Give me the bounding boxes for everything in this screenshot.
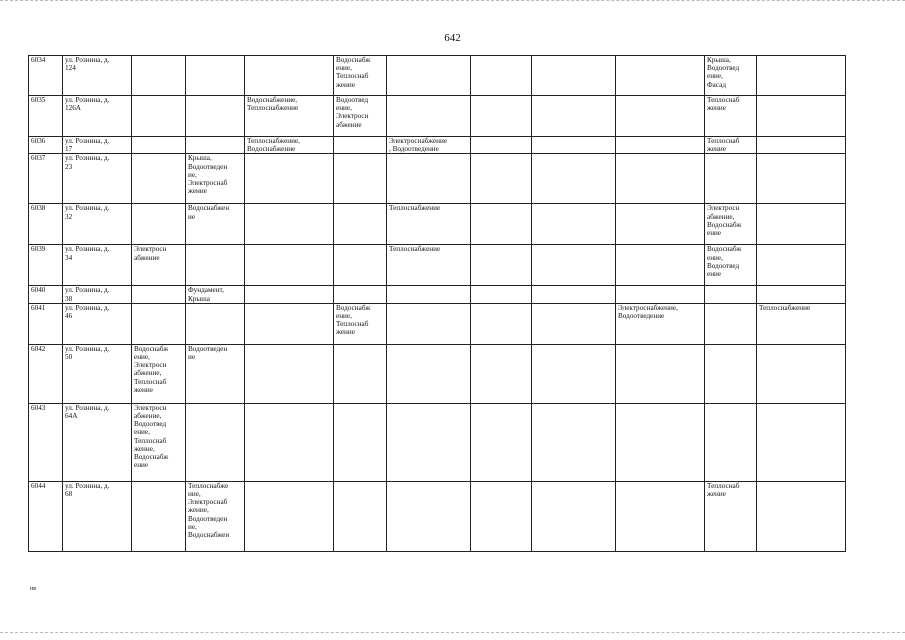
work-type-cell: Теплоснабжение, Водоснабжение xyxy=(245,137,334,154)
work-type-cell xyxy=(186,403,245,481)
work-type-cell xyxy=(387,303,471,344)
work-type-cell: Водоснабж ение, Водоотвед ение xyxy=(705,245,757,286)
work-type-cell xyxy=(532,56,616,96)
work-type-cell xyxy=(616,481,705,551)
work-type-cell xyxy=(616,344,705,403)
work-type-cell xyxy=(757,286,846,303)
work-type-cell xyxy=(334,286,387,303)
work-type-cell xyxy=(471,96,532,137)
work-type-cell xyxy=(387,96,471,137)
work-type-cell xyxy=(532,481,616,551)
work-type-cell: Водоснабж ение, Теплоснаб жение xyxy=(334,56,387,96)
work-type-cell xyxy=(532,403,616,481)
work-type-cell xyxy=(334,481,387,551)
address-cell: ул. Рознина, д. 46 xyxy=(63,303,132,344)
work-type-cell xyxy=(532,204,616,245)
work-type-cell xyxy=(532,245,616,286)
table-row xyxy=(29,403,846,481)
work-type-cell xyxy=(532,303,616,344)
work-type-cell: Теплоснабже ние, Электроснаб жение, Водоотведен ие, Водоснабжен xyxy=(186,481,245,551)
row-number-cell: 6044 xyxy=(29,481,63,551)
work-type-cell xyxy=(245,56,334,96)
work-type-cell: Электросн абжение, Водоотвед ение, Теплоснаб жение, Водоснабж ение xyxy=(132,403,186,481)
work-type-cell xyxy=(186,137,245,154)
work-type-cell xyxy=(245,204,334,245)
table-row xyxy=(29,286,846,303)
work-type-cell xyxy=(757,403,846,481)
table-row xyxy=(29,154,846,204)
work-type-cell xyxy=(705,303,757,344)
work-type-cell xyxy=(132,137,186,154)
row-number-cell: 6041 xyxy=(29,303,63,344)
row-number-cell: 6036 xyxy=(29,137,63,154)
work-type-cell xyxy=(387,403,471,481)
work-type-cell xyxy=(757,344,846,403)
work-type-cell xyxy=(705,286,757,303)
table-row xyxy=(29,303,846,344)
row-number-cell: 6040 xyxy=(29,286,63,303)
work-type-cell xyxy=(616,154,705,204)
work-type-cell xyxy=(245,286,334,303)
table-row xyxy=(29,137,846,154)
table-row xyxy=(29,96,846,137)
work-type-cell xyxy=(757,204,846,245)
work-type-cell: Теплоснабжение xyxy=(387,245,471,286)
work-type-cell xyxy=(757,245,846,286)
work-type-cell xyxy=(334,245,387,286)
scan-bottom-edge xyxy=(0,632,905,636)
work-type-cell: Водоснабж ение, Теплоснаб жение xyxy=(334,303,387,344)
row-number-cell: 6038 xyxy=(29,204,63,245)
page-number: 642 xyxy=(444,32,461,44)
work-type-cell xyxy=(334,154,387,204)
work-type-cell xyxy=(132,204,186,245)
work-type-cell xyxy=(132,154,186,204)
table-row xyxy=(29,481,846,551)
work-type-cell xyxy=(471,245,532,286)
work-type-cell: Водоотведен ие xyxy=(186,344,245,403)
footer-mark: нв xyxy=(30,586,37,592)
work-type-cell: Теплоснабжение xyxy=(757,303,846,344)
work-type-cell xyxy=(757,56,846,96)
address-cell: ул. Рознина, д. 32 xyxy=(63,204,132,245)
work-type-cell xyxy=(471,403,532,481)
work-type-cell xyxy=(616,204,705,245)
work-type-cell xyxy=(757,96,846,137)
work-type-cell xyxy=(471,204,532,245)
work-type-cell xyxy=(334,344,387,403)
work-type-cell xyxy=(132,56,186,96)
work-type-cell xyxy=(186,303,245,344)
work-type-cell: Теплоснаб жение xyxy=(705,96,757,137)
work-type-cell xyxy=(757,481,846,551)
work-type-cell xyxy=(757,154,846,204)
row-number-cell: 6042 xyxy=(29,344,63,403)
work-type-cell: Крыша, Водоотвед ение, Фасад xyxy=(705,56,757,96)
work-type-cell xyxy=(245,344,334,403)
work-type-cell xyxy=(471,56,532,96)
work-type-cell: Водоотвед ение, Электросн абжение xyxy=(334,96,387,137)
work-type-cell: Теплоснаб жение xyxy=(705,137,757,154)
work-type-cell xyxy=(616,56,705,96)
work-type-cell: Крыша, Водоотведен ие, Электроснаб жение xyxy=(186,154,245,204)
work-type-cell xyxy=(532,286,616,303)
work-type-cell xyxy=(132,481,186,551)
work-type-cell xyxy=(616,245,705,286)
work-type-cell xyxy=(245,481,334,551)
address-cell: ул. Рознина, д. 68 xyxy=(63,481,132,551)
work-type-cell xyxy=(616,96,705,137)
work-type-cell xyxy=(471,154,532,204)
work-type-cell xyxy=(387,344,471,403)
work-type-cell xyxy=(245,403,334,481)
table-row xyxy=(29,204,846,245)
works-schedule-table xyxy=(28,55,846,552)
work-type-cell: Водоснабжен ие xyxy=(186,204,245,245)
work-type-cell: Электросн абжение, Водоснабж ение xyxy=(705,204,757,245)
work-type-cell xyxy=(387,154,471,204)
address-cell: ул. Рознина, д. 34 xyxy=(63,245,132,286)
work-type-cell: Фундамент, Крыша xyxy=(186,286,245,303)
work-type-cell xyxy=(334,403,387,481)
work-type-cell xyxy=(705,154,757,204)
address-cell: ул. Рознина, д. 124 xyxy=(63,56,132,96)
address-cell: ул. Рознина, д. 38 xyxy=(63,286,132,303)
table-row xyxy=(29,344,846,403)
work-type-cell xyxy=(132,286,186,303)
work-type-cell xyxy=(186,96,245,137)
work-type-cell: Теплоснаб жение xyxy=(705,481,757,551)
work-type-cell xyxy=(132,96,186,137)
row-number-cell: 6035 xyxy=(29,96,63,137)
work-type-cell: Теплоснабжение xyxy=(387,204,471,245)
work-type-cell xyxy=(532,137,616,154)
row-number-cell: 6037 xyxy=(29,154,63,204)
row-number-cell: 6043 xyxy=(29,403,63,481)
work-type-cell xyxy=(245,154,334,204)
work-type-cell xyxy=(471,303,532,344)
work-type-cell xyxy=(616,403,705,481)
work-type-cell xyxy=(757,137,846,154)
address-cell: ул. Рознина, д. 64А xyxy=(63,403,132,481)
work-type-cell xyxy=(387,481,471,551)
work-type-cell xyxy=(387,286,471,303)
work-type-cell xyxy=(186,56,245,96)
work-type-cell xyxy=(471,137,532,154)
work-type-cell xyxy=(471,481,532,551)
work-type-cell: Водоснабжение, Теплоснабжение xyxy=(245,96,334,137)
table-row xyxy=(29,56,846,96)
work-type-cell xyxy=(616,286,705,303)
work-type-cell xyxy=(471,344,532,403)
work-type-cell: Электроснабжение , Водоотведение xyxy=(387,137,471,154)
work-type-cell xyxy=(132,303,186,344)
work-type-cell xyxy=(532,96,616,137)
work-type-cell xyxy=(532,154,616,204)
address-cell: ул. Рознина, д. 50 xyxy=(63,344,132,403)
table-row xyxy=(29,245,846,286)
scan-top-edge xyxy=(0,0,905,4)
address-cell: ул. Рознина, д. 126А xyxy=(63,96,132,137)
work-type-cell xyxy=(186,245,245,286)
work-type-cell xyxy=(705,344,757,403)
row-number-cell: 6039 xyxy=(29,245,63,286)
work-type-cell xyxy=(471,286,532,303)
work-type-cell xyxy=(245,303,334,344)
work-type-cell xyxy=(334,204,387,245)
table-body xyxy=(29,56,846,552)
work-type-cell xyxy=(245,245,334,286)
work-type-cell xyxy=(532,344,616,403)
work-type-cell xyxy=(387,56,471,96)
work-type-cell xyxy=(334,137,387,154)
work-type-cell: Водоснабж ение, Электросн абжение, Теплоснаб жение xyxy=(132,344,186,403)
row-number-cell: 6034 xyxy=(29,56,63,96)
work-type-cell: Электроснабжение, Водоотведение xyxy=(616,303,705,344)
address-cell: ул. Рознина, д. 23 xyxy=(63,154,132,204)
work-type-cell xyxy=(616,137,705,154)
work-type-cell xyxy=(705,403,757,481)
work-type-cell: Электросн абжение xyxy=(132,245,186,286)
address-cell: ул. Рознина, д. 17 xyxy=(63,137,132,154)
